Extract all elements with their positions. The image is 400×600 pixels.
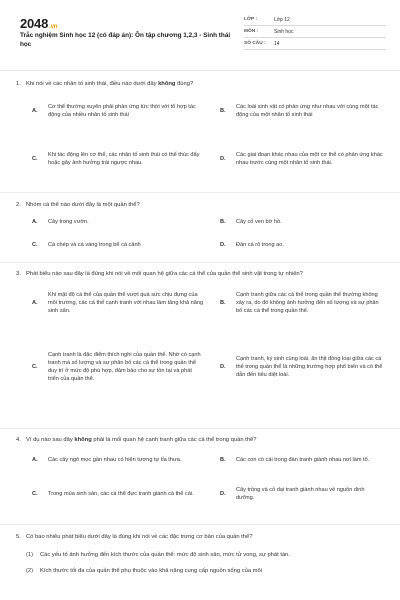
question-divider	[0, 524, 400, 525]
option-b[interactable]	[220, 452, 384, 470]
quiz-meta	[244, 14, 386, 50]
option-letter: A.	[32, 457, 38, 464]
page-title: Trắc nghiệm Sinh học 12 (có đáp án): Ôn tập chương 1,2,3 - Sinh thái học	[20, 32, 231, 48]
option-d[interactable]	[220, 241, 384, 251]
option-c[interactable]	[32, 241, 204, 251]
question-3	[16, 270, 384, 406]
question-text-part: Khi nói về các nhân tố sinh thái, điều nào dưới đây	[26, 81, 159, 87]
question-text: Có bao nhiêu phát biểu dưới đây là đúng khi nói về các đặc trưng cơ bản của quần thể?	[26, 534, 253, 540]
question-text: Phát biểu nào sau đây là đúng khi nói về mối quan hệ giữa các cá thể của quần thể sinh vật trong tự nhiên?	[26, 271, 303, 277]
option-c[interactable]	[32, 486, 204, 504]
brand-name: 2048	[20, 16, 49, 31]
question-text	[26, 80, 384, 88]
option-a[interactable]	[32, 218, 204, 228]
page-header	[14, 12, 386, 56]
option-b[interactable]	[220, 284, 384, 324]
option-text: Cá chép và cá vàng trong bể cá cảnh	[48, 242, 141, 249]
statement-item	[26, 567, 376, 575]
option-letter: A.	[32, 300, 38, 307]
option-text: Khi tác động lên cơ thể, các nhân tố sinh thái có thể thúc đẩy hoặc gây ảnh hưởng trái ngược nhau.	[48, 152, 200, 166]
question-text-part: đúng?	[175, 81, 194, 87]
header-divider	[0, 70, 400, 71]
option-text: Đàn cá rô trong ao.	[236, 242, 284, 249]
option-c[interactable]	[32, 340, 204, 396]
meta-row-subject	[244, 26, 386, 38]
option-letter: C.	[32, 242, 38, 249]
question-text-emphasis: không	[158, 81, 176, 87]
question-text	[26, 436, 384, 444]
option-letter: B.	[220, 108, 226, 115]
statement-text: Kích thước tối đa của quần thể phụ thuộc vào khả năng cung cấp nguồn sống của môi	[40, 568, 262, 574]
option-text: Các cây ngô mọc gần nhau có hiện tượng tự tỉa thưa.	[48, 457, 182, 464]
answer-options	[32, 94, 384, 180]
option-text: Cạnh tranh, ký sinh cùng loài, ăn thịt đồng loại giữa các cá thể trong quần thể là những trường hợp phổ biến và có thể dẫn đến tiêu diệt loài.	[236, 356, 383, 378]
option-text: Các con cò cái trong đàn tranh giành nhau nơi làm tổ.	[236, 457, 370, 464]
option-text: Cạnh tranh giữa các cá thể trong quần thể thường không xảy ra, do đó không ảnh hưởng đến số lượng và sự phân bố các cá thể trong quần thể.	[236, 292, 379, 314]
question-number: 5.	[16, 534, 21, 540]
option-letter: A.	[32, 219, 38, 226]
question-text: Nhóm cá thể nào dưới đây là một quần thể?	[26, 202, 140, 208]
option-text: Cây cỏ ven bờ hồ.	[236, 219, 282, 226]
meta-label: MÔN :	[244, 29, 259, 34]
option-b[interactable]	[220, 96, 384, 128]
option-letter: D.	[220, 364, 226, 371]
statement-item	[26, 551, 376, 559]
brand-suffix: .vn	[49, 24, 58, 30]
statement-number: (1)	[26, 552, 34, 558]
question-divider	[0, 262, 400, 263]
meta-label: SỐ CÂU :	[244, 41, 266, 46]
answer-options	[32, 215, 384, 257]
option-letter: B.	[220, 300, 226, 307]
meta-row-class	[244, 14, 386, 26]
option-letter: B.	[220, 457, 226, 464]
option-text: Trong mùa sinh sản, các cá thể đực tranh giành cá thể cái.	[48, 491, 194, 498]
question-number: 2.	[16, 202, 21, 208]
meta-value: 14	[274, 40, 280, 47]
answer-options	[32, 450, 384, 514]
statement-list	[26, 551, 376, 575]
option-text: Cây trong vườn.	[48, 219, 89, 226]
question-text-emphasis: không	[74, 437, 92, 443]
option-a[interactable]	[32, 96, 204, 128]
answer-options	[32, 284, 384, 406]
question-text-part: Ví dụ nào sau đây	[26, 437, 75, 443]
meta-value: Lớp 12	[274, 16, 290, 23]
question-number: 4.	[16, 437, 21, 443]
option-letter: D.	[220, 491, 226, 498]
question-divider	[0, 192, 400, 193]
option-letter: D.	[220, 242, 226, 249]
question-text-part: phải là mối quan hệ cạnh tranh giữa các cá thể trong quần thể?	[91, 437, 257, 443]
option-text: Cây trồng và cỏ dại tranh giành nhau về nguồn dinh dưỡng.	[236, 487, 365, 501]
option-d[interactable]	[220, 144, 384, 176]
meta-value: Sinh học	[274, 28, 294, 35]
option-text: Cơ thể thường xuyên phải phản ứng tức thời với tổ hợp tác động của nhiều nhân tố sinh thái	[48, 104, 196, 118]
option-letter: A.	[32, 108, 38, 115]
option-b[interactable]	[220, 218, 384, 228]
question-2	[16, 201, 384, 257]
option-letter: C.	[32, 491, 38, 498]
question-4	[16, 436, 384, 514]
meta-label: LỚP :	[244, 17, 258, 22]
option-text: Cạnh tranh là đặc điểm thích nghi của quần thể. Nhờ có cạnh tranh mà số lượng và sự phân bố các cá thể trong quần thể duy trì ở mức độ phù hợp, đảm bảo cho sự tồn tại và phát triển của quần thể.	[48, 352, 201, 382]
meta-row-count	[244, 38, 386, 50]
option-c[interactable]	[32, 144, 204, 176]
option-letter: B.	[220, 219, 226, 226]
question-1	[16, 80, 384, 180]
option-text: Các giai đoạn khác nhau của một cơ thể có phản ứng khác nhau trước cùng một nhân tố sinh thái.	[236, 152, 383, 166]
option-a[interactable]	[32, 284, 204, 324]
option-a[interactable]	[32, 452, 204, 470]
statement-text: Các yếu tố ảnh hưởng đến kích thước của quần thể: mức độ sinh sản, mức tử vong, sự phát tán.	[40, 552, 291, 558]
option-letter: C.	[32, 364, 38, 371]
question-number: 1.	[16, 81, 21, 87]
question-number: 3.	[16, 271, 21, 277]
question-divider	[0, 428, 400, 429]
option-letter: D.	[220, 156, 226, 163]
option-letter: C.	[32, 156, 38, 163]
site-logo[interactable]	[20, 16, 57, 31]
option-d[interactable]	[220, 486, 384, 504]
option-text: Khi mật độ cá thể của quần thể vượt quá sức chịu đựng của môi trường, các cá thể cạnh tranh với nhau làm tăng khả năng sinh sản.	[48, 292, 204, 314]
statement-number: (2)	[26, 568, 34, 574]
option-d[interactable]	[220, 344, 384, 392]
option-text: Các loài sinh vật có phản ứng như nhau với cùng một tác động của một nhân tố sinh thái	[236, 104, 379, 118]
question-5	[16, 533, 384, 575]
